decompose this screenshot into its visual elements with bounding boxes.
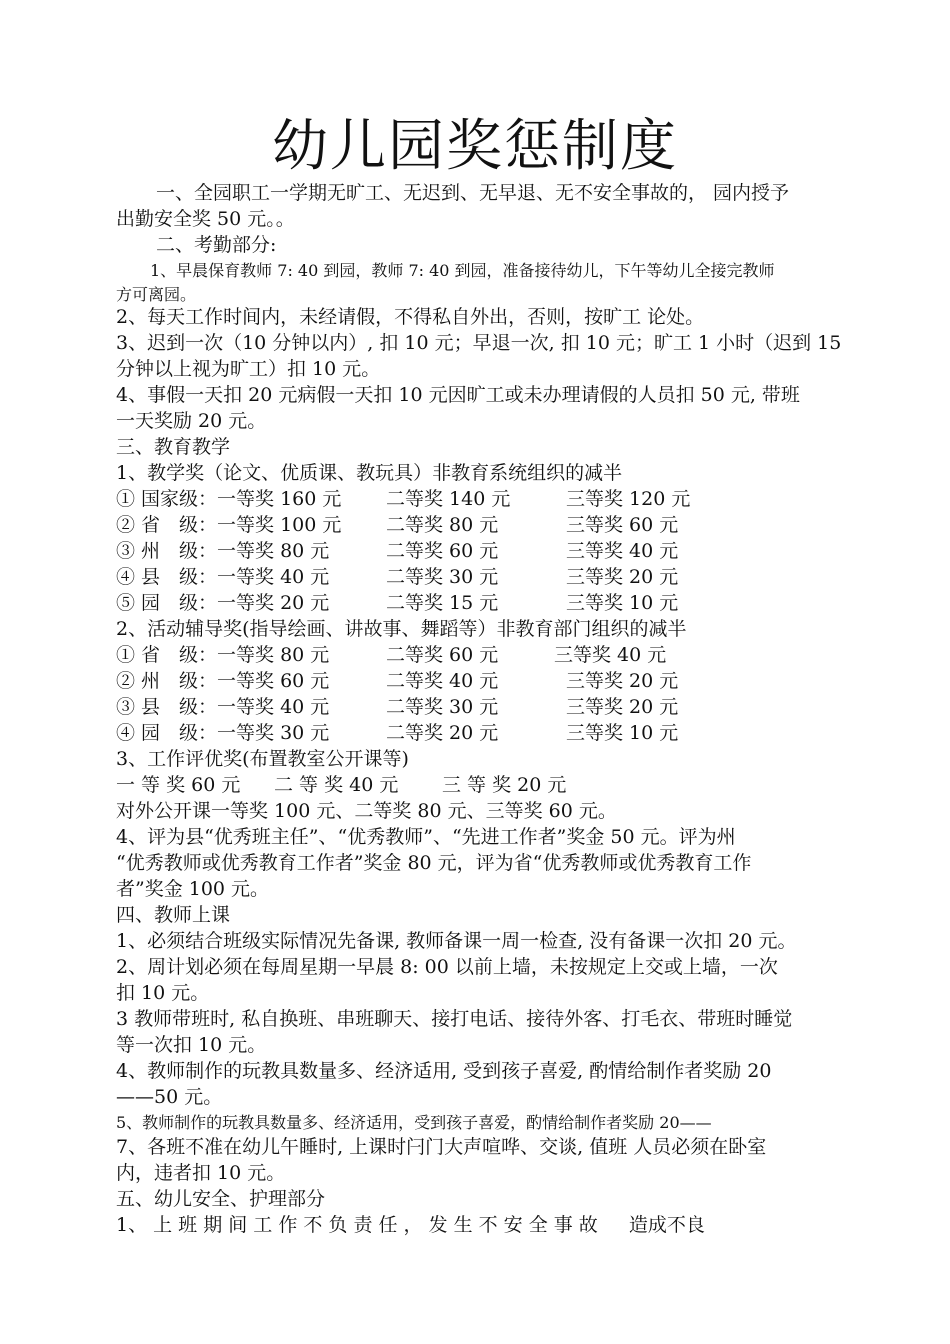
award-cell: 三等奖 60 元 <box>566 514 679 536</box>
award-cell: 三等奖 40 元 <box>554 644 667 666</box>
award-cell: 二等奖 30 元 <box>386 566 499 588</box>
award-cell: ④ 县 级：一等奖 40 元 <box>116 566 330 588</box>
award-cell: 一 等 奖 60 元 <box>116 774 241 796</box>
award-cell: 二等奖 60 元 <box>386 644 499 666</box>
award-cell: ⑤ 园 级：一等奖 20 元 <box>116 592 330 614</box>
class-item4-line1: 4、教师制作的玩教具数量多、经济适用, 受到孩子喜爱, 酌情给制作者奖励 20 <box>116 1060 772 1082</box>
section2-heading: 二、考勤部分: <box>156 234 277 256</box>
award-cell: 三等奖 20 元 <box>566 566 679 588</box>
safety-item1: 1、 上 班 期 间 工 作 不 负 责 任 ， 发 生 不 安 全 事 故 造成不良 <box>116 1214 705 1236</box>
class-item7-line2: 内，违者扣 10 元。 <box>116 1162 286 1184</box>
award-cell: ③ 县 级：一等奖 40 元 <box>116 696 330 718</box>
award-cell: 二等奖 140 元 <box>386 488 511 510</box>
award-cell: ③ 州 级：一等奖 80 元 <box>116 540 330 562</box>
attendance-item1-line1: 1、早晨保育教师 7: 40 到园，教师 7: 40 到园，准备接待幼儿，下午等幼儿全接完教师 <box>150 261 775 280</box>
section4-heading: 四、教师上课 <box>116 904 231 926</box>
section1-line2: 出勤安全奖 50 元。。 <box>116 208 295 230</box>
award-cell: ① 国家级：一等奖 160 元 <box>116 488 342 510</box>
attendance-item1-line2: 方可离园。 <box>116 285 197 304</box>
section5-heading: 五、幼儿安全、护理部分 <box>116 1188 326 1210</box>
award-cell: 二等奖 30 元 <box>386 696 499 718</box>
award-cell: ④ 园 级：一等奖 30 元 <box>116 722 330 744</box>
teaching-award-heading: 1、教学奖（论文、优质课、教玩具）非教育系统组织的减半 <box>116 462 623 484</box>
award-cell: 二等奖 20 元 <box>386 722 499 744</box>
activity-award-heading: 2、活动辅导奖(指导绘画、讲故事、舞蹈等）非教育部门组织的减半 <box>116 618 687 640</box>
award-cell: 二等奖 60 元 <box>386 540 499 562</box>
class-item2-line1: 2、周计划必须在每周星期一早晨 8: 00 以前上墙，未按规定上交或上墙，一次 <box>116 956 778 978</box>
attendance-item4-line1: 4、事假一天扣 20 元病假一天扣 10 元因旷工或未办理请假的人员扣 50 元, 带班 <box>116 384 800 406</box>
award-cell: ① 省 级：一等奖 80 元 <box>116 644 330 666</box>
award-cell: 二等奖 40 元 <box>386 670 499 692</box>
attendance-item2: 2、每天工作时间内，未经请假，不得私自外出，否则，按旷工 论处。 <box>116 306 705 328</box>
award-cell: 三等奖 10 元 <box>566 592 679 614</box>
honor-award-line1: 4、评为县“优秀班主任”、“优秀教师”、“先进工作者”奖金 50 元。评为州 <box>116 826 736 848</box>
award-cell: 三 等 奖 20 元 <box>442 774 567 796</box>
attendance-item4-line2: 一天奖励 20 元。 <box>116 410 267 432</box>
award-cell: 三等奖 120 元 <box>566 488 691 510</box>
section1-line1: 一、全园职工一学期无旷工、无迟到、无早退、无不安全事故的， 园内授予 <box>156 182 790 204</box>
section3-heading: 三、教育教学 <box>116 436 231 458</box>
class-item2-line2: 扣 10 元。 <box>116 982 210 1004</box>
work-award-heading: 3、工作评优奖(布置教室公开课等) <box>116 748 409 770</box>
award-cell: ② 州 级：一等奖 60 元 <box>116 670 330 692</box>
attendance-item3-line2: 分钟以上视为旷工）扣 10 元。 <box>116 358 381 380</box>
award-cell: 二 等 奖 40 元 <box>274 774 399 796</box>
attendance-item3-line1: 3、迟到一次（10 分钟以内）, 扣 10 元；早退一次, 扣 10 元；旷工 1 小时（迟到 15 <box>116 332 842 354</box>
class-item1: 1、必须结合班级实际情况先备课, 教师备课一周一检查, 没有备课一次扣 20 元。 <box>116 930 797 952</box>
award-cell: 三等奖 20 元 <box>566 670 679 692</box>
award-cell: 二等奖 80 元 <box>386 514 499 536</box>
class-item5: 5、教师制作的玩教具数量多、经济适用，受到孩子喜爱，酌情给制作者奖励 20—— <box>116 1113 712 1132</box>
class-item4-line2: ——50 元。 <box>116 1086 223 1108</box>
page-title: 幼儿园奖惩制度 <box>272 114 678 179</box>
honor-award-line3: 者”奖金 100 元。 <box>116 878 270 900</box>
class-item7-line1: 7、各班不准在幼儿午睡时, 上课时闩门大声喧哗、交谈, 值班 人员必须在卧室 <box>116 1136 767 1158</box>
open-class-award: 对外公开课一等奖 100 元、二等奖 80 元、三等奖 60 元。 <box>116 800 617 822</box>
class-item3-line1: 3 教师带班时, 私自换班、串班聊天、接打电话、接待外客、打毛衣、带班时睡觉 <box>116 1008 793 1030</box>
honor-award-line2: “优秀教师或优秀教育工作者”奖金 80 元，评为省“优秀教师或优秀教育工作 <box>116 852 752 874</box>
award-cell: 三等奖 40 元 <box>566 540 679 562</box>
class-item3-line2: 等一次扣 10 元。 <box>116 1034 267 1056</box>
award-cell: ② 省 级：一等奖 100 元 <box>116 514 342 536</box>
award-cell: 二等奖 15 元 <box>386 592 499 614</box>
award-cell: 三等奖 20 元 <box>566 696 679 718</box>
award-cell: 三等奖 10 元 <box>566 722 679 744</box>
